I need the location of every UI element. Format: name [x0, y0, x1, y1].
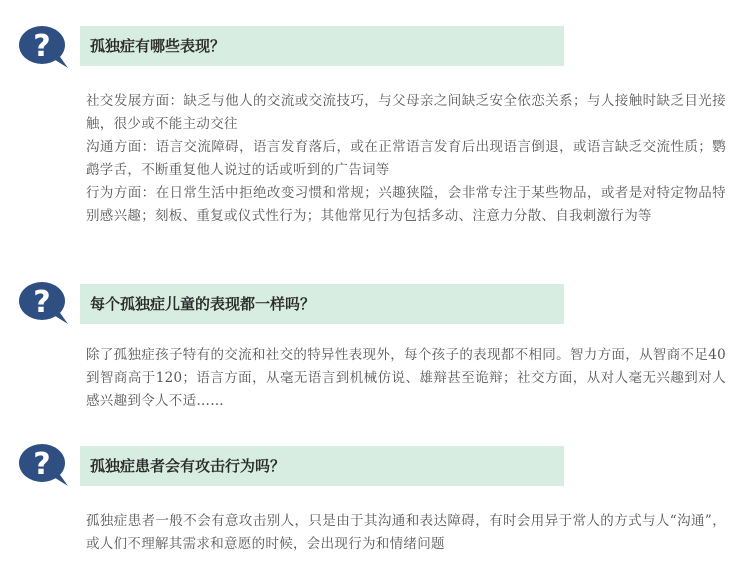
question-title: 孤独症患者会有攻击行为吗？: [90, 457, 286, 475]
answer-paragraph: 孤独症患者一般不会有意攻击别人，只是由于其沟通和表达障碍，有时会用异于常人的方式与人“沟通”，或人们不理解其需求和意愿的时候，会出现行为和情绪问题: [86, 513, 726, 552]
answer-paragraph: 社交发展方面：缺乏与他人的交流或交流技巧，与父母亲之间缺乏安全依恋关系；与人接触时缺乏目光接触，很少或不能主动交往: [86, 93, 726, 132]
question-bar: [80, 446, 564, 486]
answer-paragraph: 行为方面：在日常生活中拒绝改变习惯和常规；兴趣狭隘，会非常专注于某些物品，或者是对特定物品特别感兴趣；刻板、重复或仪式性行为；其他常见行为包括多动、注意力分散、自我刺激行为等: [86, 185, 726, 224]
question-title: 孤独症有哪些表现？: [90, 37, 226, 55]
question-icon: [18, 280, 70, 326]
question-bar: [80, 284, 564, 324]
question-icon: [18, 24, 70, 70]
svg-text:?: ?: [33, 447, 51, 482]
answer-text: [86, 90, 726, 228]
question-title: 每个孤独症儿童的表现都一样吗？: [90, 295, 316, 313]
answer-text: [86, 344, 726, 413]
svg-text:?: ?: [33, 29, 51, 64]
answer-paragraph: 沟通方面：语言交流障碍，语言发育落后，或在正常语言发育后出现语言倒退，或语言缺乏交流性质；鹦鹉学舌，不断重复他人说过的话或听到的广告词等: [86, 139, 726, 178]
answer-paragraph: 除了孤独症孩子特有的交流和社交的特异性表现外，每个孩子的表现都不相同。智力方面，从智商不足40到智商高于120；语言方面，从毫无语言到机械仿说、雄辩甚至诡辩；社交方面，从对人毫无兴趣到对人感兴趣到令人不适……: [86, 347, 726, 409]
question-icon: [18, 442, 70, 488]
svg-text:?: ?: [33, 285, 51, 320]
answer-text: [86, 510, 726, 556]
question-bar: [80, 26, 564, 66]
